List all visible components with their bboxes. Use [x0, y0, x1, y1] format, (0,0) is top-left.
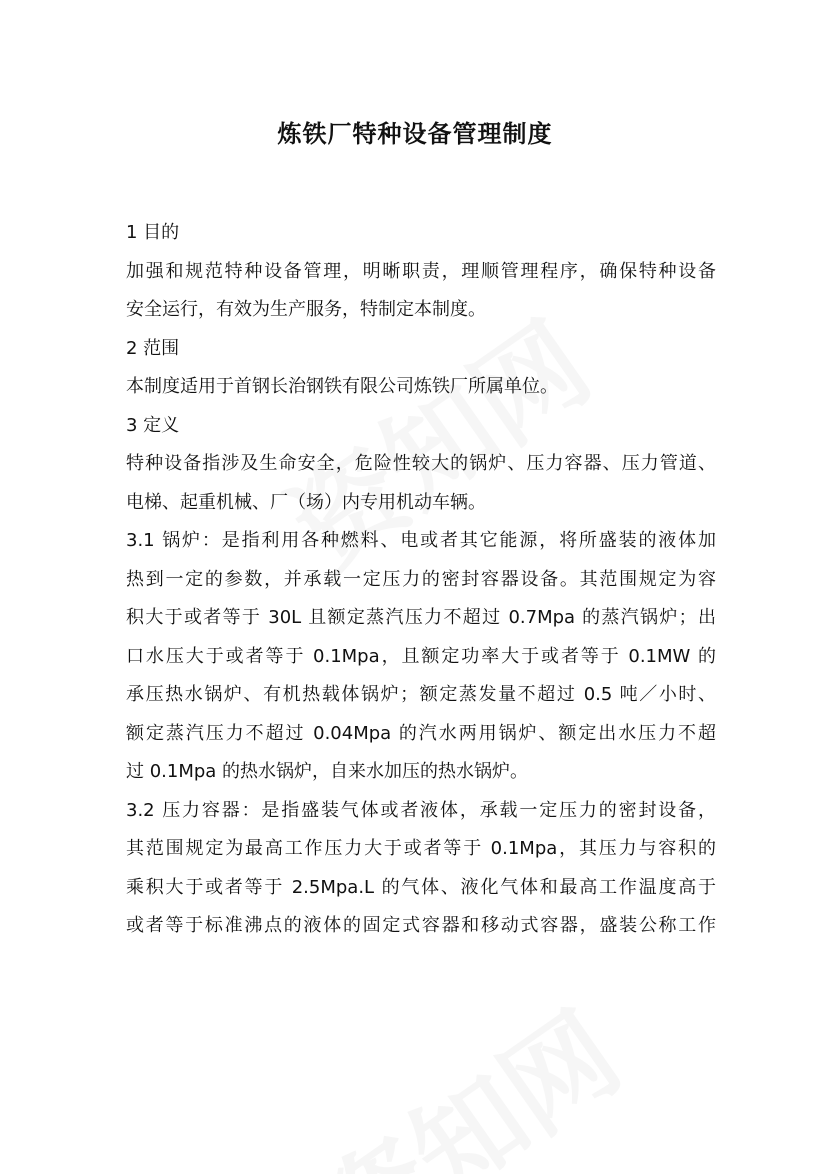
document-body: [126, 214, 716, 946]
text-line: 过 0.1Mpa 的热水锅炉，自来水加压的热水锅炉。: [126, 761, 529, 782]
text-line: 3.2 压力容器：是指盛装气体或者液体，承载一定压力的密封设备，: [126, 799, 716, 821]
text-line: 额定蒸汽压力不超过 0.04Mpa 的汽水两用锅炉、额定出水压力不超: [126, 722, 716, 744]
text-line: 加强和规范特种设备管理，明晰职责，理顺管理程序，确保特种设备: [126, 260, 716, 282]
text-line: 积大于或者等于 30L 且额定蒸汽压力不超过 0.7Mpa 的蒸汽锅炉；出: [126, 607, 716, 628]
text-line: 承压热水锅炉、有机热载体锅炉；额定蒸发量不超过 0.5 吨／小时、: [126, 684, 716, 705]
text-line: 本制度适用于首钢长治钢铁有限公司炼铁厂所属单位。: [126, 376, 558, 397]
text-line: 安全运行，有效为生产服务，特制定本制度。: [126, 299, 486, 320]
text-line: 特种设备指涉及生命安全，危险性较大的锅炉、压力容器、压力管道、: [126, 453, 716, 474]
watermark: [285, 970, 646, 1174]
text-line: 或者等于标准沸点的液体的固定式容器和移动式容器，盛装公称工作: [126, 915, 716, 936]
page-title: 炼铁厂特种设备管理制度: [277, 120, 553, 148]
text-line: 热到一定的参数，并承载一定压力的密封容器设备。其范围规定为容: [126, 568, 716, 590]
text-line: 电梯、起重机械、厂（场）内专用机动车辆。: [126, 491, 486, 513]
text-line: 口水压大于或者等于 0.1Mpa，且额定功率大于或者等于 0.1MW 的: [126, 645, 716, 667]
text-line: 1 目的: [126, 222, 180, 243]
text-line: 3.1 锅炉：是指利用各种燃料、电或者其它能源，将所盛装的液体加: [126, 530, 716, 551]
text-line: 其范围规定为最高工作压力大于或者等于 0.1Mpa，其压力与容积的: [126, 838, 716, 859]
text-line: 2 范围: [126, 337, 180, 359]
text-line: 3 定义: [126, 414, 180, 436]
text-line: 乘积大于或者等于 2.5Mpa.L 的气体、液化气体和最高工作温度高于: [126, 876, 716, 898]
